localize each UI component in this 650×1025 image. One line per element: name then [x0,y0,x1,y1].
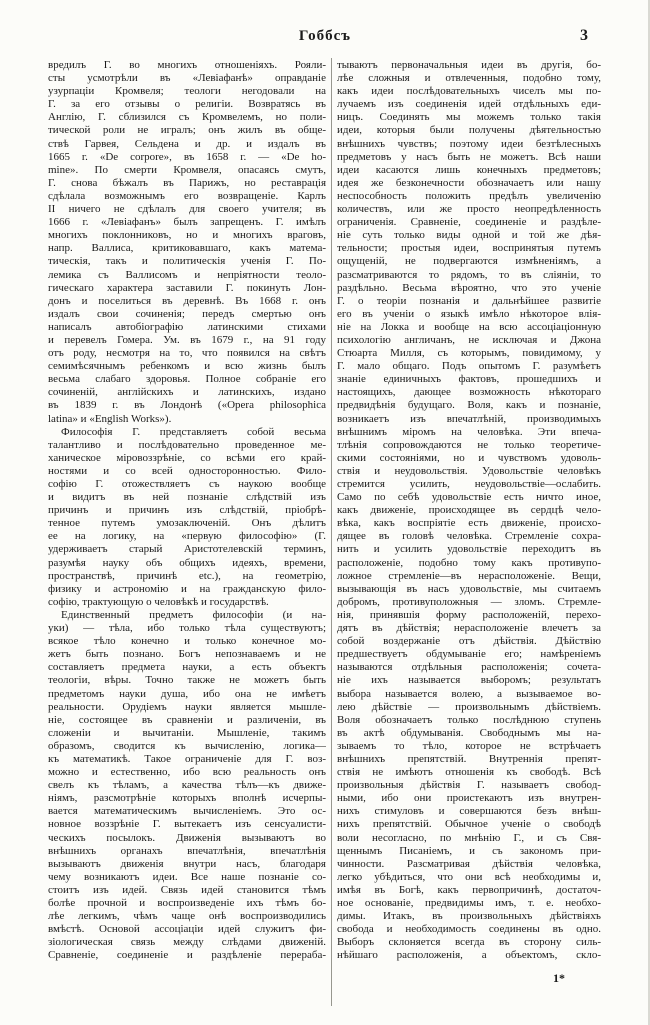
text-line: ее на логику, на «первую философію» (Г. [48,530,326,543]
text-line: тлѣнія сопровождаются не только теоретиче- [337,438,601,451]
text-line: ніе ихъ называется выборомъ; результатъ [337,674,601,687]
text-line: Философія Г. представляетъ собой весьма [61,425,326,438]
text-line: тываютъ первоначальныя идеи въ другія, бо- [337,59,601,71]
signature-mark: 1* [553,971,565,985]
text-line: физику и астрономію и на гражданскую фило- [48,582,326,595]
text-line: нихъ стимуловъ и совершаются безъ внѣш- [337,805,601,818]
text-line: отъ роду, несмотря на то, что появился на свѣтъ [48,347,326,360]
text-line: многихъ поклонниковъ, но и многихъ враговъ, [48,229,326,242]
text-line: идея же безконечности обозначаетъ или нашу [337,176,601,189]
text-line: Г. мало общаго. Подъ опытомъ Г. разумѣетъ [337,360,601,373]
text-line: психологію англичанъ, не исключая и Джона [337,333,601,346]
text-line: жетъ быть познано. Богъ непознаваемъ и не [48,648,326,661]
text-line: нія, принявшія форму расположеній, перехо- [337,608,601,621]
text-line: 1666 г. «Левіафанъ» былъ запрещенъ. Г. имѣлъ [48,216,326,229]
text-line: ческихъ посылокъ. Движенія вызываютъ во [48,831,326,844]
text-line: талантливо и послѣдовательно проведенное ме- [48,438,326,451]
text-line: сложеніи и вычитаніи. Мышленіе, такимъ [48,726,326,739]
text-line: легко убѣдиться, что они всѣ необходимы и, [337,870,601,883]
text-line: лучаемъ изъ соединенія идей отдѣльныхъ еди- [337,98,601,111]
text-line: какъ идеи послѣдовательныхъ чиселъ мы по- [337,85,601,98]
text-line: свелъ къ тѣламъ, а качества тѣлъ—къ движе- [48,779,326,792]
text-line: дящее въ головѣ человѣка. Стремленіе сохра- [337,530,601,543]
text-line: ствія и неудовольствія. Удовольствіе человѣкъ [337,464,601,477]
text-line: 1665 г. «De corpore», въ 1658 г. — «De ho- [48,150,326,163]
text-line: внѣшнихъ препятствій. Внутреннія препят- [337,752,601,765]
text-line: ощущеній, не подвергаются измѣненіямъ, а [337,255,601,268]
text-line: сдѣлала возможнымъ его возвращеніе. Карлъ [48,189,326,202]
text-line: внѣшнихъ чувствъ; поэтому идеи безтѣлесныхъ [337,137,601,150]
text-line: идеи касаются лишь конечныхъ предметовъ; [337,163,601,176]
text-line: его въ ученіи о языкѣ имѣло нѣкоторое влія- [337,307,601,320]
text-line: ными, ибо они проистекаютъ изъ внутрен- [337,792,601,805]
text-line: Воля обозначаетъ только послѣднюю ступень [337,713,601,726]
text-line: тенное путемъ умозаключеній. Онъ дѣлитъ [48,517,326,530]
right-column [337,59,601,962]
text-line: знаніе единичныхъ фактовъ, прошедшихъ и [337,373,601,386]
text-line: скими состояніями, но и чувствомъ удоволь- [337,451,601,464]
text-line: mine». По смерти Кромвеля, опасаясь смутъ, [48,163,326,176]
text-line: внѣшнихъ органахъ впечатлѣнія, впечатлѣнія [48,844,326,857]
text-line: ницъ. Соединять мы можемъ только такія [337,111,601,124]
text-line: latina» и «English Works»). [48,412,172,425]
text-line: образомъ, сводится къ вычисленію, логика— [48,739,326,752]
text-line: лемика съ Валлисомъ и непріятности теоло- [48,268,326,281]
text-line: ніямъ, разсмотрѣніе которыхъ вполнѣ исчерпы- [48,792,326,805]
text-line: софію Г. отожествляетъ съ наукою вообще [48,478,326,490]
text-line: нить и усилить удовольствіе переходитъ въ [337,543,601,556]
text-line: предвидѣнія будущаго. Воля, какъ и познаніе, [337,399,601,412]
text-line: весьма слабаго здоровья. Полное собраніе его [48,373,326,386]
text-line: удерживаетъ старый Аристотелевскій терминъ, [48,543,326,556]
text-line: написалъ автобіографію латинскими стихами [48,320,326,333]
text-line: можно и естественно, ибо всю реальность онъ [48,766,326,779]
text-line: II ничего не сдѣлалъ для своего учителя; въ [48,203,326,216]
text-line: нѣйшаго расположенія, а объектомъ, скло- [337,949,601,962]
text-line: ніе, состоящее въ сравненіи и различеніи, въ [48,713,326,726]
text-line: вѣка, какъ воспріятіе есть движеніе, происхо- [337,517,601,530]
text-line: и видитъ въ ней познаніе слѣдствій изъ [48,491,326,504]
text-line: донъ и поселиться въ деревнѣ. Въ 1668 г. онъ [48,294,326,307]
text-line: какъ движеніе, происходящее въ сердцѣ чело- [337,504,601,517]
text-line: вмѣстѣ. Основой ассоціаціи идей служитъ фи- [48,923,326,936]
text-line: лею дѣйствіе — произвольнымъ дѣйствіемъ. [337,700,601,713]
text-line: ограниченія. Сравненіе, соединеніе и раздѣле- [337,216,601,229]
text-line: болѣе прочной и воспроизведеніе ихъ тѣмъ бо- [48,897,326,909]
text-line: чему возникаютъ идеи. Все наше познаніе со- [48,870,326,883]
text-line: узурпаціи Кромвеля; теологи негодовали на [48,85,326,98]
text-line: ніе суть только виды одной и той же дѣя- [337,229,601,242]
text-line: димы. Итакъ, въ произвольныхъ дѣйствіяхъ [337,910,601,923]
text-line: количествъ, или же просто неопредѣленность [337,203,601,216]
text-line: вредилъ Г. во многихъ отношеніяхъ. Рояли- [48,59,326,71]
text-line: тическія, такъ и политическія ученія Г. По- [48,255,326,268]
text-line: возникаетъ изъ впечатлѣній, производимыхъ [337,412,601,425]
text-line: предметомъ науки душа, ибо она не имѣетъ [48,687,326,700]
text-line: внѣшнимъ міромъ на человѣка. Эти впеча- [337,425,601,438]
text-line: зіологическая связь между слѣдами движеній. [48,936,326,949]
text-line: Г. снова бѣжалъ въ Парижъ, но реставрація [48,176,326,189]
text-line: вызывающія въ насъ удовольствіе, мы считаемъ [337,582,601,595]
text-line: причинъ и причинъ изъ слѣдствій, пріобрѣ- [48,504,326,517]
left-column [48,59,326,962]
text-line: тической роли не игралъ; онъ жилъ въ обще- [48,124,326,137]
column-divider-rule [331,58,332,1006]
text-line: раздѣльно. Весьма вѣроятно, что это ученіе [337,281,601,294]
text-line: вается математическимъ вычисленіемъ. Это ос- [48,805,326,818]
text-line: въ 1839 г. въ Лондонѣ («Opera philosophica [48,399,326,412]
text-line: настоящихъ, дающее возможность нѣкотораго [337,386,601,399]
page-number: 3 [580,27,588,44]
text-line: нихъ препятствій. Обычное ученіе о свободѣ [337,818,601,831]
text-line: стремится усилить, неудовольствіе—ослабить. [337,478,601,490]
text-line: Англію, Г. сблизился съ Кромвелемъ, но поли- [48,111,326,124]
text-line: новное воззрѣніе Г. вытекаетъ изъ сенсуалисти- [48,818,326,831]
text-line: софію, трактующую о человѣкѣ и государствѣ. [48,595,269,608]
text-line: зываемъ то тѣло, которое не встрѣчаетъ [337,739,601,752]
text-line: Само по себѣ удовольствіе есть ничто иное, [337,491,601,504]
text-line: чинности. Разсматривая дѣйствія человѣка, [337,857,601,870]
text-line: составляетъ предмета науки, а есть объектъ [48,661,326,674]
text-line: ніе на Локка и вообще на всю ассоціаціонную [337,320,601,333]
text-line: тельности; простыя идеи, воспринятыя путемъ [337,242,601,255]
text-line: ствія не имѣютъ отношенія къ свободѣ. Всѣ [337,766,601,779]
text-line: въ актѣ обдумыванія. Свободнымъ мы на- [337,726,601,739]
text-line: напр. Валлиса, критиковавшаго, какъ матема- [48,242,326,255]
text-line: стоитъ изъ идей. Связь идей становится тѣмъ [48,883,326,896]
text-line: Г. о теоріи познанія и дальнѣйшее развитіе [337,294,601,307]
text-line: выбора называется волею, а вызываемое во- [337,687,601,700]
text-line: пространствѣ, причинѣ etc.), на геометрію, [48,569,326,582]
text-line: произвольныя дѣйствія Г. называетъ свобод- [337,779,601,792]
text-line: называются отдѣльныя расположенія; сочета- [337,661,601,674]
text-line: разсматриваются то рядомъ, то въ сліяніи, то [337,268,601,281]
text-line: сочиненій, англійскихъ и латинскихъ, издано [48,386,326,399]
text-line: реальности. Орудіемъ науки является мышле- [48,700,326,713]
text-line: предшествуетъ обдумываніе его; намѣреніемъ [337,648,601,661]
text-line: ханическое міровоззрѣніе, со всѣми его край- [48,451,326,464]
text-line: сты усмотрѣли въ «Левіафанѣ» оправданіе [48,72,326,85]
text-line: всякое тѣло конечно и только конечное мо- [48,635,326,648]
text-line: вызываютъ движенія внутри насъ, благодаря [48,857,326,870]
text-line: имѣя въ Богѣ, какъ первопричинѣ, достаточ- [337,883,601,896]
text-line: идеи, которыя были получены дѣятельностью [337,124,601,137]
text-line: гическаго характера заставили Г. покинуть Лон- [48,281,326,294]
text-line: свобода и необходимость соединены въ одно. [337,923,601,936]
text-line: неспособность положить предѣлъ увеличенію [337,189,601,202]
text-line: разумѣя науку объ общихъ идеяхъ, времени, [48,556,326,569]
text-line: щеннымъ Писаніемъ, и съ закономъ при- [337,844,601,857]
text-line: Г. за его отзывы о религіи. Возвратясь въ [48,98,326,111]
text-line: добромъ, противуположныя — зломъ. Стремле- [337,595,601,608]
text-line: лѣе сложныя и отвлеченныя, подобно тому, [337,72,601,85]
text-line: Стюарта Милля, съ которымъ, повидимому, у [337,347,601,360]
text-line: Единственный предметъ философіи (и на- [61,608,326,621]
text-line: Выборъ склоняется всегда въ сторону силь- [337,936,601,949]
text-line: къ математикѣ. Такое ограниченіе для Г. воз- [48,752,326,765]
text-line: семимѣсячнымъ ребенкомъ и всю жизнь былъ [48,360,326,373]
text-line: воли несогласно, по мнѣнію Г., и съ Свя- [337,831,601,844]
text-line: расположеніе, подобно тому какъ противупо- [337,556,601,569]
text-line: предметовъ у насъ быть не можетъ. Всѣ наши [337,150,601,163]
text-line: издалъ свои сочиненія; передъ смертью онъ [48,307,326,320]
text-line: теологіи, вѣры. Точно также не можетъ быть [48,674,326,687]
text-line: уки) — тѣла, ибо только тѣла существуютъ; [48,622,326,635]
text-line: Сравненіе, соединеніе и раздѣленіе перераба- [48,949,326,962]
text-line: и перевелъ Гомера. Ум. въ 1679 г., на 91 году [48,333,326,346]
text-line: ложное стремленіе—въ нерасположеніе. Вещи, [337,569,601,582]
text-line: дятъ въ дѣйствія; нерасположеніе влечетъ за [337,622,601,635]
text-line: ствѣ Гарвея, Сельдена и др. и издалъ въ [48,137,326,150]
text-line: ностями и со всей односторонностью. Фило- [48,464,326,477]
text-line: собой воздержаніе отъ дѣйствія. Дѣйствію [337,635,601,648]
text-line: ное основаніе, предвидимы имъ, т. е. необхо- [337,897,601,909]
page-header-title: Гоббсъ [298,28,352,44]
text-line: лѣе легкимъ, чѣмъ чаще онѣ воспроизводились [48,910,326,923]
